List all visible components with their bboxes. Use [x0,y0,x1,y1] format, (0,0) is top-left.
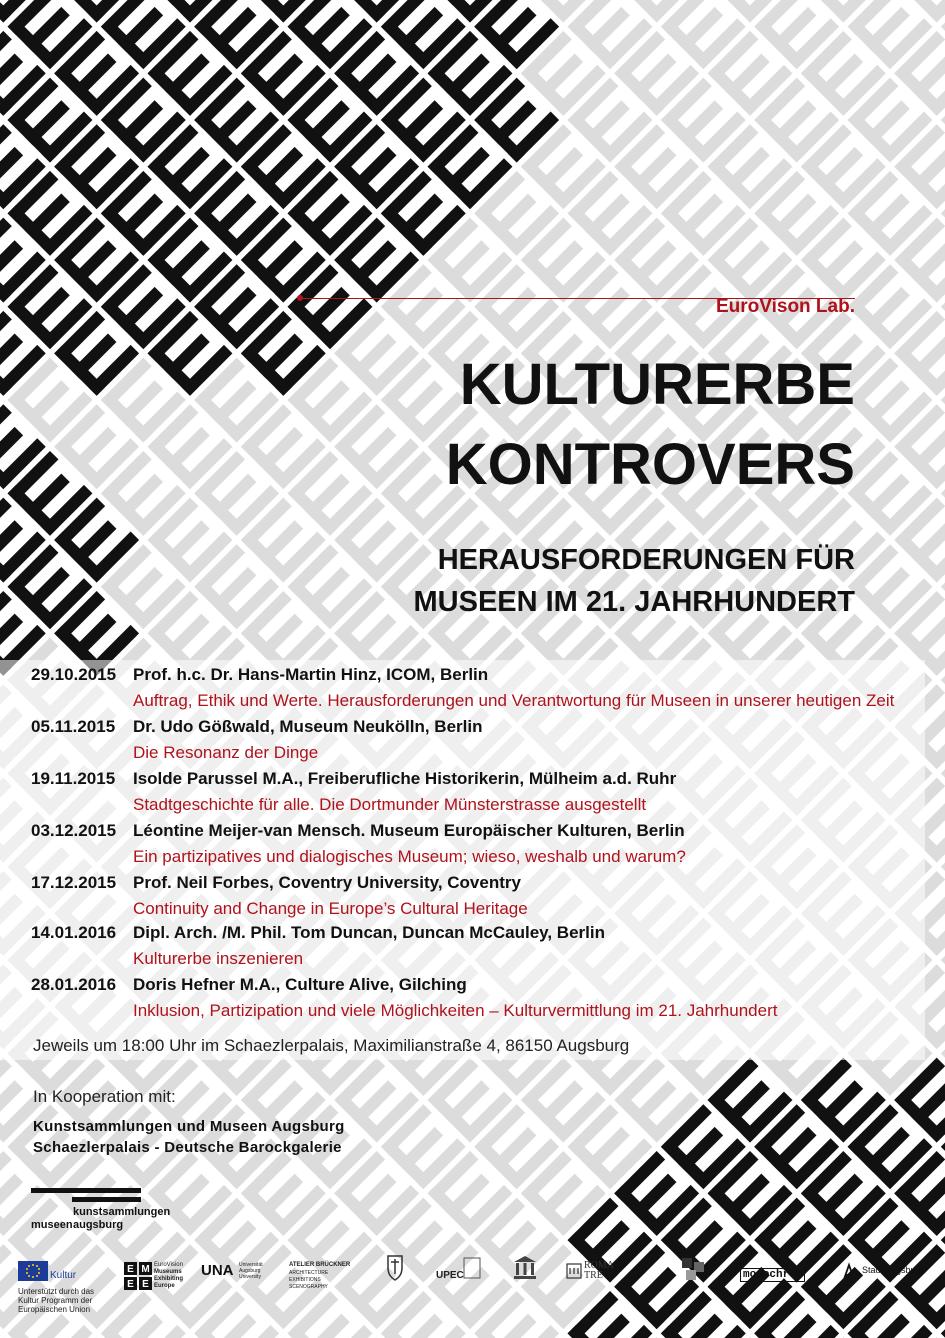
pattern-tile-light [941,544,945,629]
logo-bar [72,1197,141,1202]
pattern-tile-light [941,264,945,349]
svg-text:E: E [127,1279,134,1290]
pattern-tile-light [941,451,945,536]
main-title-line2: KONTROVERS [445,432,855,497]
event-speaker: Dr. Udo Gößwald, Museum Neukölln, Berlin [133,717,483,736]
uni-line2: Augsburg [239,1268,261,1274]
event-topic: Inklusion, Partizipation und viele Möglichkeiten – Kulturvermittlung im 21. Jahrhundert [133,1001,778,1020]
event-date: 17.12.2015 [31,873,117,892]
cooperation-label: In Kooperation mit: [33,1087,176,1106]
event-speaker: Dipl. Arch. /M. Phil. Tom Duncan, Duncan McCauley, Berlin [133,923,605,942]
pattern-tile-light [941,358,945,443]
uni-line3: University [239,1274,261,1280]
venue-info: Jeweils um 18:00 Uhr im Schaezlerpalais, Maximilianstraße 4, 86150 Augsburg [33,1036,630,1055]
svg-text:E: E [142,1279,149,1290]
pattern-tile-light [941,638,945,723]
pattern-tile-light [941,78,945,163]
subtitle-line2: MUSEEN IM 21. JAHRHUNDERT [413,586,855,618]
atelier-line1: ATELIER BRÜCKNER [289,1262,351,1268]
pattern-tile-dark [941,1104,945,1189]
partner-line1: Kunstsammlungen und Museen Augsburg [33,1118,345,1135]
atelier-line3: EXHIBITIONS [289,1277,321,1283]
atelier-line4: SCENOGRAPHY [289,1284,328,1290]
pattern-tile-light [941,918,945,1003]
event-date: 19.11.2015 [31,769,116,788]
emee-line4: Europe [154,1283,175,1289]
main-title-line1: KULTURERBE [459,352,855,417]
emee-line2: Museums [154,1269,182,1275]
uni-line1: Universität [239,1262,263,1268]
pattern-tile-light [941,171,945,256]
logo-bar [31,1188,141,1193]
event-topic: Stadtgeschichte für alle. Die Dortmunder Münsterstrasse ausgestellt [133,795,647,814]
event-speaker: Prof. h.c. Dr. Hans-Martin Hinz, ICOM, Berlin [133,665,489,684]
event-date: 14.01.2016 [31,923,117,942]
event-topic: Die Resonanz der Dinge [133,743,319,762]
monochrom-logo-text: monochrom [740,1268,805,1282]
roma-tre-line1: ROMA [584,1260,615,1271]
eu-note-line2: Kultur Programm der [18,1296,93,1305]
emee-logo-icon [124,1262,152,1290]
event-topic: Continuity and Change in Europe’s Cultural Heritage [133,899,528,918]
eu-kultur-label: Kultur [50,1270,77,1281]
emee-line1: EuroVision [154,1262,183,1268]
eu-flag-icon [18,1261,48,1281]
slovene-museum-icon [680,1256,708,1282]
stadt-augsburg-text: Stadt Augsburg [862,1265,924,1275]
brand-label: EuroVison Lab. [715,296,855,317]
museum-building-icon [512,1254,538,1282]
event-date: 05.11.2015 [31,717,116,736]
logo-text-right: augsburg [73,1219,124,1231]
event-topic: Auftrag, Ethik und Werte. Herausforderungen und Verantwortung für Museen in unserer heutigen Zeit [133,691,895,710]
roma-tre-line2: TRE [584,1270,603,1281]
atelier-line2: ARCHITECTURE [289,1270,329,1276]
uni-augsburg-mark: UNA [201,1262,234,1279]
pattern-tile-dark [941,1198,945,1283]
roma-tre-icon [566,1262,582,1280]
event-date: 29.10.2015 [31,665,117,684]
pattern-tile-light [941,731,945,816]
event-speaker: Prof. Neil Forbes, Coventry University, Coventry [133,873,521,892]
svg-text:E: E [127,1264,134,1275]
logo-text-top: kunstsammlungen [73,1206,171,1218]
emee-line3: Exhibiting [154,1276,183,1282]
pattern-tile-light [941,1011,945,1096]
crest-logo-icon [385,1254,405,1282]
svg-text:M: M [141,1264,150,1275]
eu-stars-icon [18,1261,48,1281]
event-topic: Kulturerbe inszenieren [133,949,304,968]
brand-rule-dot [297,295,303,301]
event-date: 28.01.2016 [31,975,117,994]
event-topic: Ein partizipatives und dialogisches Museum; wieso, weshalb und warum? [133,847,686,866]
event-date: 03.12.2015 [31,821,117,840]
upec-mark-icon [462,1256,482,1280]
logo-text-left: museen [31,1219,73,1231]
stadt-augsburg-icon [838,1262,860,1284]
event-speaker: Isolde Parussel M.A., Freiberufliche Historikerin, Mülheim a.d. Ruhr [133,769,677,788]
pattern-tile-light [941,824,945,909]
eu-note-line1: Unterstützt durch das [18,1287,95,1296]
event-speaker: Léontine Meijer-van Mensch. Museum Europäischer Kulturen, Berlin [133,821,685,840]
event-speaker: Doris Hefner M.A., Culture Alive, Gilching [133,975,467,994]
subtitle-line1: HERAUSFORDERUNGEN FÜR [437,544,855,576]
eu-note-line3: Europäischen Union [18,1305,91,1314]
upec-logo-text: UPEC [436,1270,464,1281]
partner-line2: Schaezlerpalais - Deutsche Barockgalerie [33,1139,342,1156]
